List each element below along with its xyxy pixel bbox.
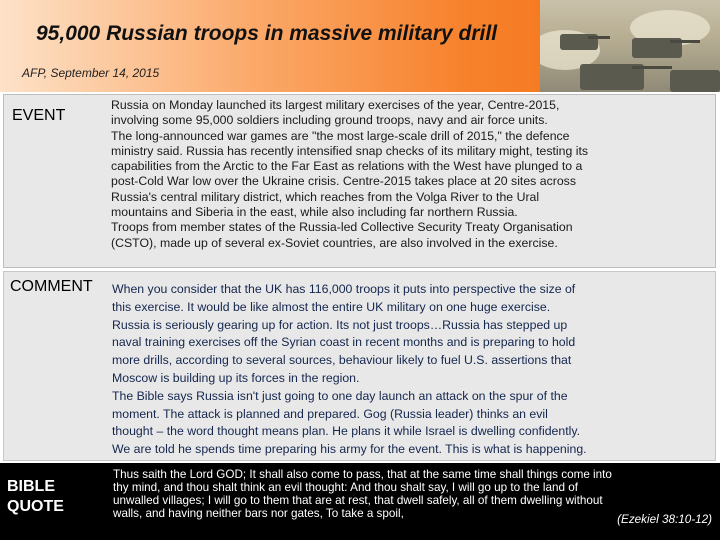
event-line: Troops from member states of the Russia-led Collective Security Treaty Organisation — [111, 220, 573, 235]
event-line: mountains and Siberia in the east, while also including far northern Russia. — [111, 205, 518, 220]
bible-quote-label: BIBLE QUOTE — [7, 478, 64, 515]
quote-line: walls, and having neither bars nor gates, To take a spoil, — [113, 506, 404, 520]
event-line: post-Cold War low over the Ukraine crisis. Centre-2015 takes place at 20 sites across — [111, 174, 576, 189]
tank-shape — [670, 70, 720, 92]
event-text — [111, 98, 711, 251]
comment-label: COMMENT — [10, 278, 93, 295]
comment-line: The Bible says Russia isn't just going to one day launch an attack on the spur of the — [112, 388, 568, 403]
event-line: involving some 95,000 soldiers including ground troops, navy and air force units. — [111, 113, 548, 128]
event-line: (CSTO), made up of several ex-Soviet countries, are also involved in the exercise. — [111, 235, 558, 250]
comment-line: When you consider that the UK has 116,000 troops it puts into perspective the size of — [112, 282, 576, 296]
comment-line: this exercise. It would be like almost the entire UK military on one huge exercise. — [112, 299, 551, 314]
quote-line: unwalled villages; I will go to them that are at rest, that dwell safely, all of them dwelling without — [113, 493, 603, 507]
event-panel — [3, 94, 716, 268]
tank-barrel — [632, 66, 672, 69]
comment-panel — [3, 271, 716, 461]
comment-line: thought – the word thought means plan. He plans it while Israel is dwelling confidently. — [112, 424, 581, 439]
comment-line: moment. The attack is planned and prepared. Gog (Russia leader) thinks an evil — [112, 406, 548, 421]
quote-line: Thus saith the Lord GOD; It shall also come to pass, that at the same time shall things come into — [113, 468, 612, 481]
comment-line: Russia is seriously gearing up for action. Its not just troops…Russia has stepped up — [112, 317, 568, 332]
tank-barrel — [588, 36, 610, 39]
tank-barrel — [670, 40, 700, 43]
comment-line: We are told he spends time preparing his army for the event. This is what is happening. — [112, 442, 587, 457]
comment-line: Moscow is building up its forces in the region. — [112, 370, 360, 385]
source-line: AFP, September 14, 2015 — [22, 66, 160, 80]
comment-line: naval training exercises off the Syrian coast in recent months and is preparing to hold — [112, 335, 576, 350]
scripture-reference: (Ezekiel 38:10-12) — [617, 513, 712, 526]
bible-quote-panel — [0, 463, 720, 540]
event-line: ministry said. Russia has recently intensified snap checks of its military might, testing its — [111, 143, 589, 158]
tank-photo — [540, 0, 720, 92]
comment-line: more drills, according to several sources, behaviour likely to fuel U.S. assertions that — [112, 353, 572, 368]
header-banner — [0, 0, 720, 92]
event-line: Russia's central military district, which reaches from the Volga River to the Ural — [111, 189, 540, 204]
comment-text — [112, 281, 712, 459]
quote-line: thy mind, and thou shalt think an evil thought: And thou shalt say, I will go up to the land of — [113, 480, 578, 494]
event-line: capabilities from the Arctic to the Far East as relations with the West have plunged to a — [111, 159, 583, 174]
page-title: 95,000 Russian troops in massive military drill — [36, 22, 498, 45]
event-label: EVENT — [12, 107, 66, 124]
event-line: Russia on Monday launched its largest military exercises of the year, Centre-2015, — [111, 98, 560, 112]
event-line: The long-announced war games are "the most large-scale drill of 2015," the defence — [111, 128, 570, 143]
